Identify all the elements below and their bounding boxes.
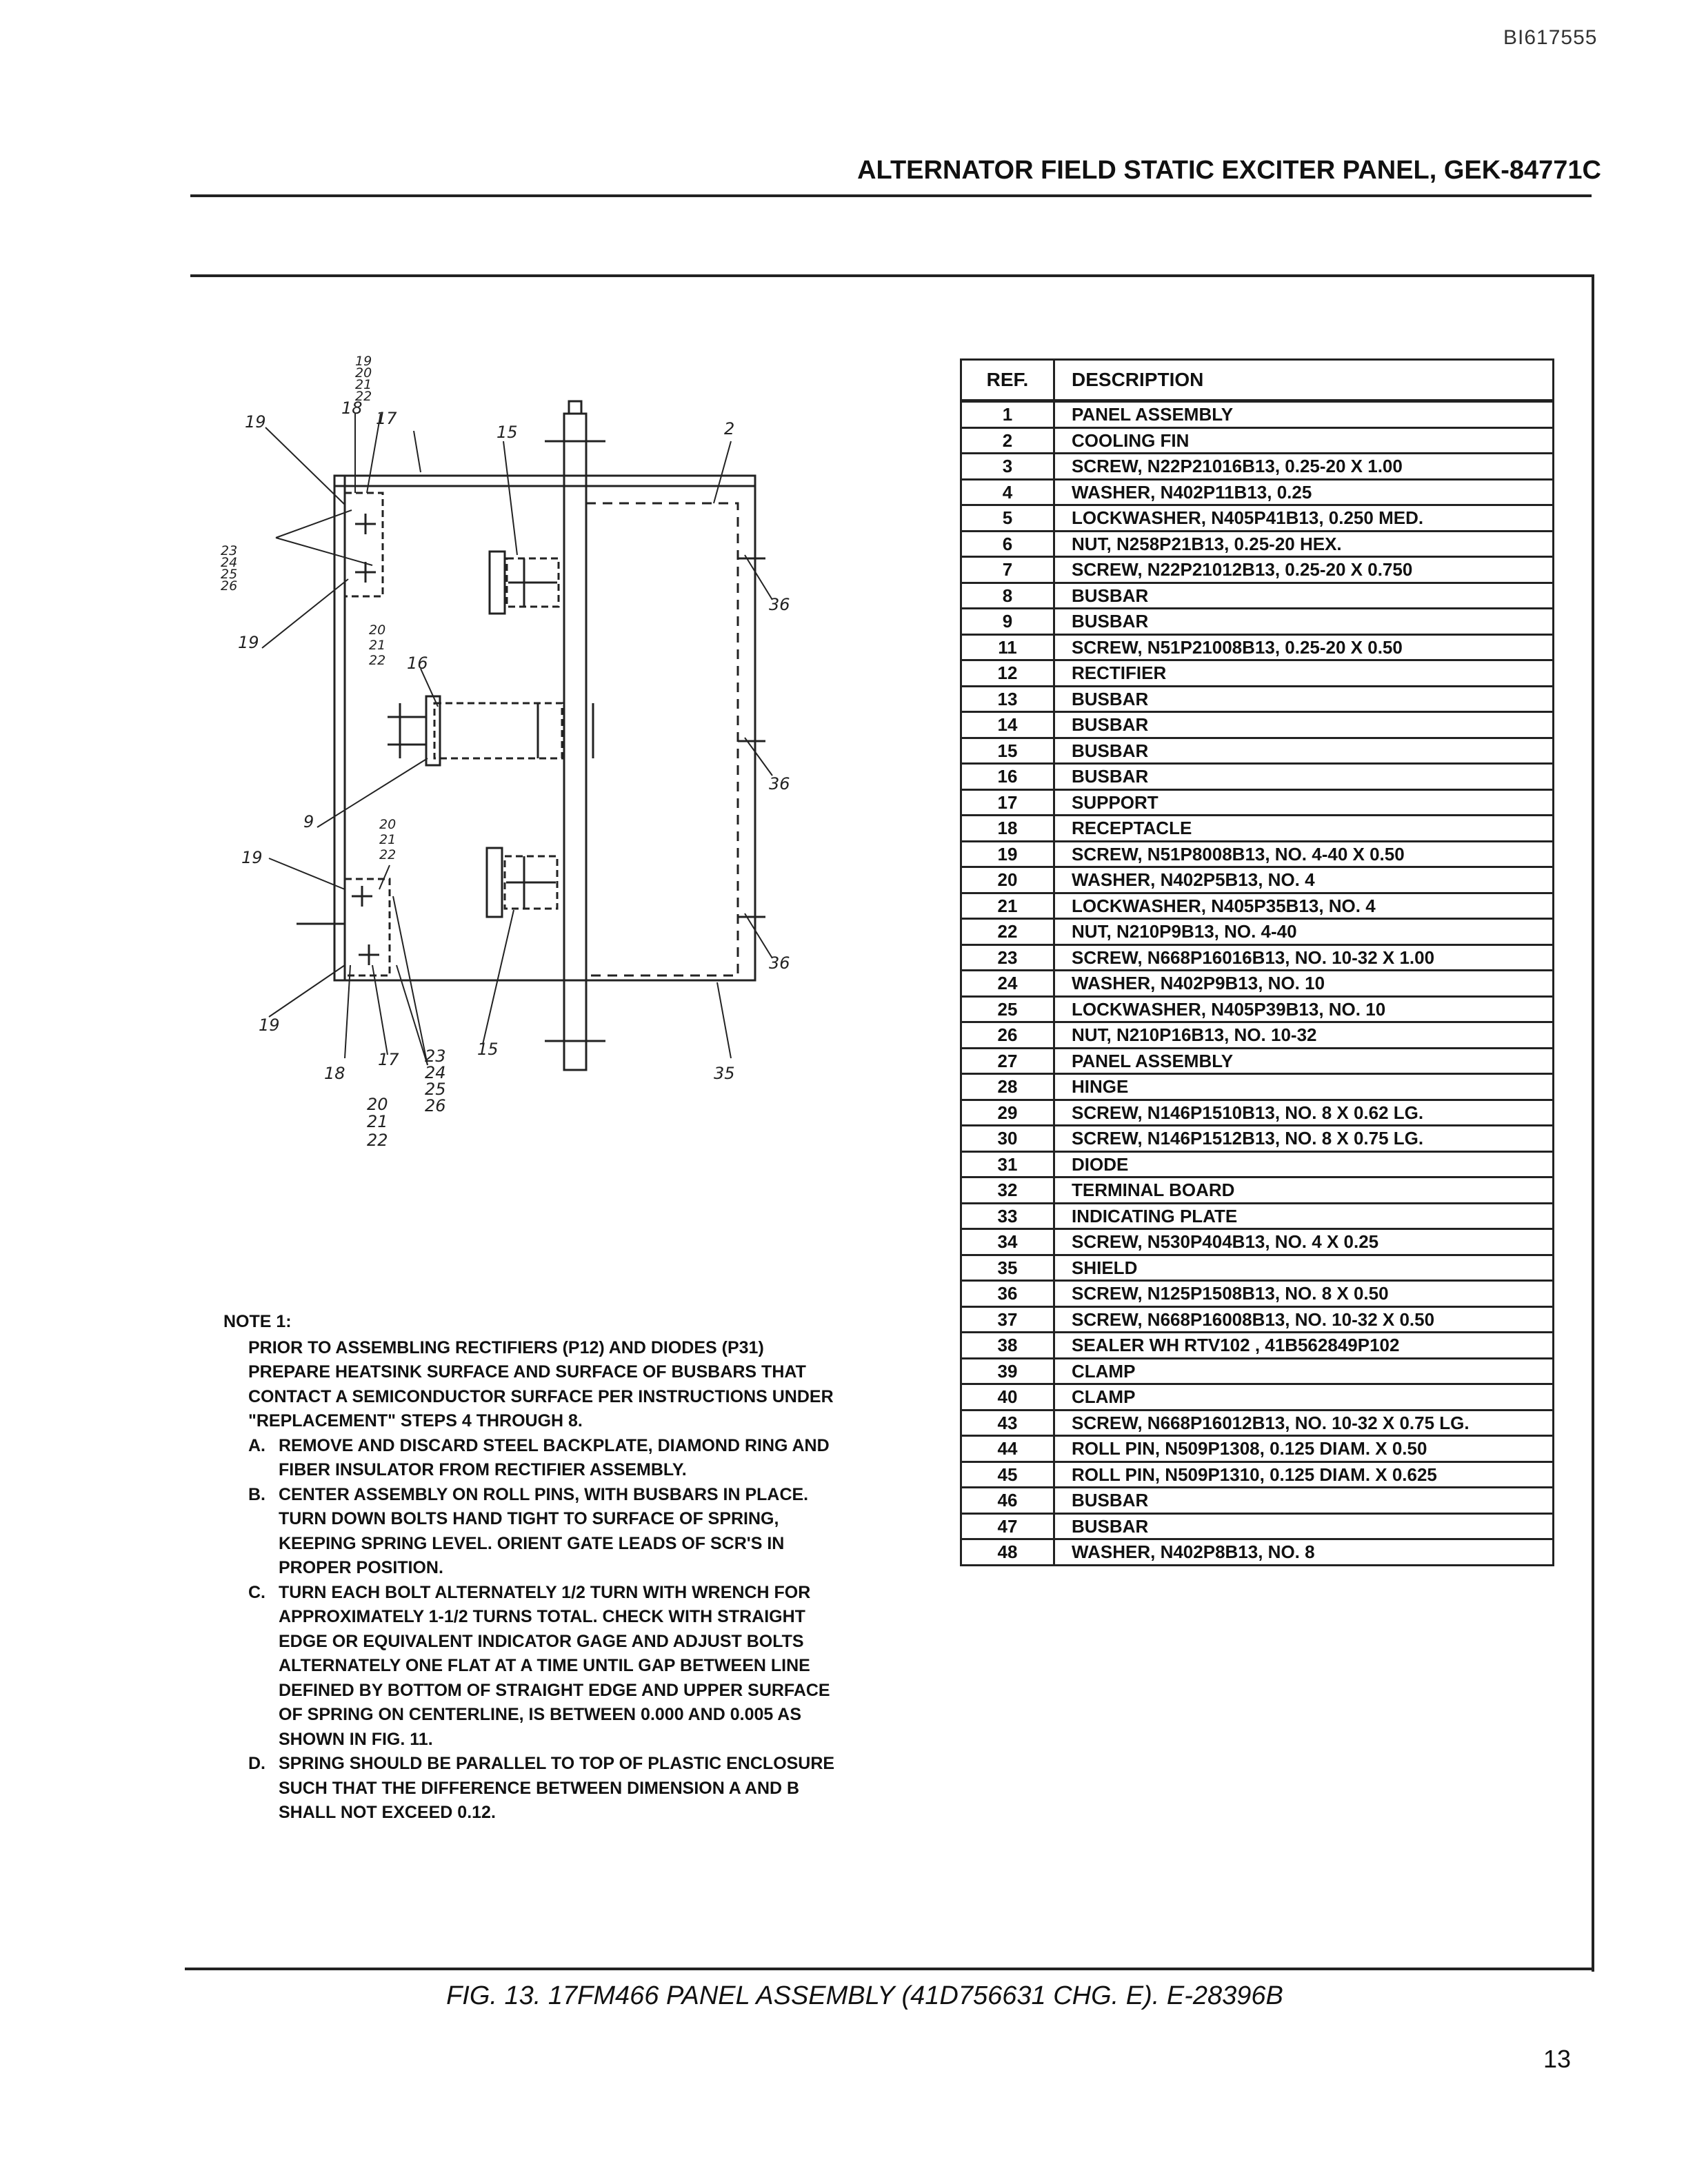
description-cell: SCREW, N530P404B13, NO. 4 X 0.25 (1054, 1229, 1554, 1255)
table-row (961, 583, 1554, 609)
table-row (961, 1513, 1554, 1539)
ref-cell: 47 (961, 1513, 1054, 1539)
table-row (961, 1022, 1554, 1049)
table-row (961, 841, 1554, 867)
description-cell: SHIELD (1054, 1255, 1554, 1281)
label-18-bot: 18 (324, 1064, 345, 1083)
stack-left-3: 25 (221, 567, 238, 582)
ref-cell: 29 (961, 1100, 1054, 1126)
stack-mid2-3: 22 (379, 847, 397, 862)
note-step (248, 1581, 844, 1752)
ref-cell: 24 (961, 971, 1054, 997)
description-cell: PANEL ASSEMBLY (1054, 1048, 1554, 1074)
ref-cell: 37 (961, 1306, 1054, 1333)
table-row (961, 816, 1554, 842)
table-row (961, 427, 1554, 454)
table-row (961, 401, 1554, 428)
step-letter: D. (248, 1754, 265, 1773)
ref-cell: 7 (961, 557, 1054, 583)
ref-cell: 5 (961, 505, 1054, 532)
label-9: 9 (303, 812, 314, 831)
description-cell: WASHER, N402P9B13, NO. 10 (1054, 971, 1554, 997)
ref-column-header: REF. (961, 360, 1054, 401)
description-column-header: DESCRIPTION (1054, 360, 1554, 401)
stack-mid-3: 22 (369, 653, 386, 668)
receptacle-top (345, 493, 383, 596)
stack-bot-left-1: 20 (367, 1095, 388, 1114)
ref-cell: 17 (961, 789, 1054, 816)
description-cell: BUSBAR (1054, 738, 1554, 764)
table-row (961, 686, 1554, 712)
step-letter: A. (248, 1435, 265, 1455)
table-row (961, 1203, 1554, 1229)
description-cell: SCREW, N146P1512B13, NO. 8 X 0.75 LG. (1054, 1126, 1554, 1152)
label-17-bot: 17 (378, 1050, 399, 1069)
description-cell: NUT, N258P21B13, 0.25-20 HEX. (1054, 531, 1554, 557)
table-row (961, 1488, 1554, 1514)
note-step (248, 1434, 844, 1483)
description-cell: TERMINAL BOARD (1054, 1177, 1554, 1204)
label-15-bot: 15 (477, 1040, 499, 1059)
ref-cell: 20 (961, 867, 1054, 893)
ref-cell: 1 (961, 401, 1054, 428)
description-cell: ROLL PIN, N509P1310, 0.125 DIAM. X 0.625 (1054, 1462, 1554, 1488)
description-cell: WASHER, N402P5B13, NO. 4 (1054, 867, 1554, 893)
stack-bot-right-2: 24 (425, 1063, 446, 1082)
panel-outline (334, 476, 755, 980)
ref-cell: 23 (961, 944, 1054, 971)
table-row (961, 660, 1554, 687)
description-cell: SCREW, N125P1508B13, NO. 8 X 0.50 (1054, 1281, 1554, 1307)
description-cell: NUT, N210P9B13, NO. 4-40 (1054, 919, 1554, 945)
ref-cell: 34 (961, 1229, 1054, 1255)
ref-cell: 36 (961, 1281, 1054, 1307)
table-row (961, 712, 1554, 738)
table-row (961, 505, 1554, 532)
description-cell: BUSBAR (1054, 1488, 1554, 1514)
parts-list-table (960, 358, 1554, 1566)
description-cell: RECEPTACLE (1054, 816, 1554, 842)
note-1-section (223, 1310, 844, 1826)
description-cell: PANEL ASSEMBLY (1054, 401, 1554, 428)
description-cell: WASHER, N402P8B13, NO. 8 (1054, 1539, 1554, 1566)
ref-cell: 16 (961, 764, 1054, 790)
header-rule (190, 194, 1592, 197)
description-cell: DIODE (1054, 1151, 1554, 1177)
step-text: CENTER ASSEMBLY ON ROLL PINS, WITH BUSBARS IN PLACE. TURN DOWN BOLTS HAND TIGHT TO SURFACE OF SPRING, KEEPING SPRING LEVEL. ORIENT GATE LEADS OF SCR'S IN PROPER POSITION. (279, 1484, 809, 1577)
table-row (961, 531, 1554, 557)
table-row (961, 867, 1554, 893)
stack-mid2-1: 20 (379, 817, 397, 832)
table-row (961, 893, 1554, 919)
description-cell: LOCKWASHER, N405P39B13, NO. 10 (1054, 996, 1554, 1022)
table-row (961, 634, 1554, 660)
description-cell: BUSBAR (1054, 764, 1554, 790)
label-36-a: 36 (769, 595, 790, 614)
parts-list-body (961, 401, 1554, 1566)
table-row (961, 1048, 1554, 1074)
description-cell: WASHER, N402P11B13, 0.25 (1054, 479, 1554, 505)
ref-cell: 15 (961, 738, 1054, 764)
stack-top-2: 20 (355, 365, 372, 381)
ref-cell: 25 (961, 996, 1054, 1022)
page-number: 13 (1543, 2045, 1572, 2073)
ref-cell: 33 (961, 1203, 1054, 1229)
label-36-b: 36 (769, 774, 790, 793)
ref-cell: 13 (961, 686, 1054, 712)
ref-cell: 21 (961, 893, 1054, 919)
label-35: 35 (714, 1064, 735, 1083)
label-17-top: 17 (376, 409, 397, 428)
stack-top-4: 22 (355, 389, 372, 404)
table-row (961, 1358, 1554, 1384)
table-row (961, 1100, 1554, 1126)
ref-cell: 45 (961, 1462, 1054, 1488)
ref-cell: 38 (961, 1333, 1054, 1359)
description-cell: BUSBAR (1054, 712, 1554, 738)
description-cell: SCREW, N51P8008B13, NO. 4-40 X 0.50 (1054, 841, 1554, 867)
table-row (961, 764, 1554, 790)
description-cell: CLAMP (1054, 1358, 1554, 1384)
label-19-mid: 19 (238, 633, 259, 652)
stack-bot-right-4: 26 (425, 1096, 446, 1115)
description-cell: SCREW, N668P16008B13, NO. 10-32 X 0.50 (1054, 1306, 1554, 1333)
table-row (961, 1281, 1554, 1307)
table-row (961, 1126, 1554, 1152)
ref-cell: 11 (961, 634, 1054, 660)
step-letter: C. (248, 1582, 265, 1602)
step-text: REMOVE AND DISCARD STEEL BACKPLATE, DIAMOND RING AND FIBER INSULATOR FROM RECTIFIER ASSEMBLY. (279, 1435, 830, 1479)
table-row (961, 971, 1554, 997)
table-row (961, 1539, 1554, 1566)
step-letter: B. (248, 1484, 265, 1504)
table-row (961, 944, 1554, 971)
description-cell: LOCKWASHER, N405P41B13, 0.250 MED. (1054, 505, 1554, 532)
panel-assembly-diagram (207, 345, 828, 1172)
ref-cell: 3 (961, 454, 1054, 480)
description-cell: RECTIFIER (1054, 660, 1554, 687)
description-cell: SCREW, N51P21008B13, 0.25-20 X 0.50 (1054, 634, 1554, 660)
description-cell: CLAMP (1054, 1384, 1554, 1410)
ref-cell: 48 (961, 1539, 1054, 1566)
table-row (961, 1436, 1554, 1462)
note-steps (248, 1434, 844, 1826)
table-row (961, 1306, 1554, 1333)
ref-cell: 22 (961, 919, 1054, 945)
note-intro: PRIOR TO ASSEMBLING RECTIFIERS (P12) AND DIODES (P31) PREPARE HEATSINK SURFACE AND SURFACE OF BUSBARS THAT CONTACT A SEMICONDUCTOR SURFACE PER INSTRUCTIONS UNDER "REPLACEMENT" STEPS 4 THROUGH 8. (248, 1337, 834, 1430)
description-cell: SCREW, N668P16012B13, NO. 10-32 X 0.75 LG. (1054, 1410, 1554, 1436)
ref-cell: 9 (961, 609, 1054, 635)
ref-cell: 28 (961, 1074, 1054, 1100)
ref-cell: 46 (961, 1488, 1054, 1514)
ref-cell: 35 (961, 1255, 1054, 1281)
table-row (961, 789, 1554, 816)
table-row (961, 1074, 1554, 1100)
step-text: SPRING SHOULD BE PARALLEL TO TOP OF PLASTIC ENCLOSURE SUCH THAT THE DIFFERENCE BETWEEN DIMENSION A AND B SHALL NOT EXCEED 0.12. (279, 1754, 835, 1822)
stack-top-3: 21 (355, 377, 372, 392)
label-19-top: 19 (245, 412, 266, 432)
table-header-row (961, 360, 1554, 401)
description-cell: HINGE (1054, 1074, 1554, 1100)
note-title: NOTE 1: (223, 1312, 292, 1331)
ref-cell: 6 (961, 531, 1054, 557)
shield-outline (586, 503, 738, 975)
ref-cell: 4 (961, 479, 1054, 505)
description-cell: BUSBAR (1054, 1513, 1554, 1539)
ref-cell: 32 (961, 1177, 1054, 1204)
label-19-bot: 19 (259, 1015, 280, 1035)
description-cell: INDICATING PLATE (1054, 1203, 1554, 1229)
page-header-title: ALTERNATOR FIELD STATIC EXCITER PANEL, GEK-84771C (857, 156, 1601, 185)
description-cell: SEALER WH RTV102 , 41B562849P102 (1054, 1333, 1554, 1359)
description-cell: BUSBAR (1054, 686, 1554, 712)
busbar-middle (434, 703, 562, 758)
stack-bot-right-1: 23 (425, 1046, 446, 1066)
stack-left-4: 26 (221, 578, 238, 594)
description-cell: SUPPORT (1054, 789, 1554, 816)
ref-cell: 43 (961, 1410, 1054, 1436)
table-row (961, 919, 1554, 945)
table-row (961, 1151, 1554, 1177)
description-cell: SCREW, N22P21016B13, 0.25-20 X 1.00 (1054, 454, 1554, 480)
stack-left-2: 24 (221, 555, 238, 570)
cooling-fin (564, 414, 586, 1070)
table-row (961, 1177, 1554, 1204)
label-19-low: 19 (241, 848, 263, 867)
table-row (961, 1255, 1554, 1281)
step-text: TURN EACH BOLT ALTERNATELY 1/2 TURN WITH WRENCH FOR APPROXIMATELY 1-1/2 TURNS TOTAL. CHECK WITH STRAIGHT EDGE OR EQUIVALENT INDICATOR GAGE AND ADJUST BOLTS ALTERNATELY ONE FLAT AT A TIME UNTIL GAP BETWEEN LINE DEFINED BY BOTTOM OF STRAIGHT EDGE AND UPPER SURFACE OF SPRING ON CENTERLINE, IS BETWEEN 0.000 AND 0.005 AS SHOWN IN FIG. 11. (279, 1582, 830, 1749)
caption-rule (185, 1968, 1594, 1970)
note-step (248, 1752, 844, 1826)
label-2: 2 (724, 419, 735, 438)
stack-bot-right-3: 25 (425, 1080, 446, 1099)
description-cell: NUT, N210P16B13, NO. 10-32 (1054, 1022, 1554, 1049)
table-row (961, 557, 1554, 583)
stack-mid2-2: 21 (379, 832, 397, 847)
receptacle-bottom (345, 879, 390, 975)
label-16: 16 (407, 654, 428, 673)
table-row (961, 1229, 1554, 1255)
ref-cell: 44 (961, 1436, 1054, 1462)
description-cell: SCREW, N22P21012B13, 0.25-20 X 0.750 (1054, 557, 1554, 583)
ref-cell: 8 (961, 583, 1054, 609)
ref-cell: 19 (961, 841, 1054, 867)
ref-cell: 12 (961, 660, 1054, 687)
ref-cell: 18 (961, 816, 1054, 842)
ref-cell: 30 (961, 1126, 1054, 1152)
ref-cell: 26 (961, 1022, 1054, 1049)
rectifier-upper (490, 552, 505, 614)
table-row (961, 1333, 1554, 1359)
description-cell: COOLING FIN (1054, 427, 1554, 454)
stack-mid-1: 20 (369, 623, 386, 638)
rectifier-lower (487, 848, 502, 917)
table-row (961, 996, 1554, 1022)
table-row (961, 1462, 1554, 1488)
ref-cell: 31 (961, 1151, 1054, 1177)
label-18-top: 18 (341, 398, 363, 418)
description-cell: ROLL PIN, N509P1308, 0.125 DIAM. X 0.50 (1054, 1436, 1554, 1462)
stack-left-1: 23 (221, 543, 238, 558)
table-row (961, 454, 1554, 480)
stack-mid-2: 21 (369, 638, 386, 653)
table-row (961, 479, 1554, 505)
table-row (961, 738, 1554, 764)
description-cell: SCREW, N146P1510B13, NO. 8 X 0.62 LG. (1054, 1100, 1554, 1126)
stack-bot-left-3: 22 (367, 1131, 388, 1150)
label-15-top: 15 (497, 423, 518, 442)
stack-bot-left-2: 21 (367, 1112, 388, 1131)
stack-top-1: 19 (355, 354, 372, 369)
table-row (961, 1410, 1554, 1436)
document-id: BI617555 (1503, 26, 1598, 49)
table-row (961, 1384, 1554, 1410)
ref-cell: 2 (961, 427, 1054, 454)
description-cell: BUSBAR (1054, 583, 1554, 609)
ref-cell: 40 (961, 1384, 1054, 1410)
figure-caption: FIG. 13. 17FM466 PANEL ASSEMBLY (41D756631 CHG. E). E-28396B (446, 1981, 1283, 2010)
ref-cell: 39 (961, 1358, 1054, 1384)
label-36-c: 36 (769, 953, 790, 973)
table-row (961, 609, 1554, 635)
description-cell: SCREW, N668P16016B13, NO. 10-32 X 1.00 (1054, 944, 1554, 971)
ref-cell: 14 (961, 712, 1054, 738)
note-step (248, 1483, 844, 1581)
description-cell: BUSBAR (1054, 609, 1554, 635)
description-cell: LOCKWASHER, N405P35B13, NO. 4 (1054, 893, 1554, 919)
ref-cell: 27 (961, 1048, 1054, 1074)
